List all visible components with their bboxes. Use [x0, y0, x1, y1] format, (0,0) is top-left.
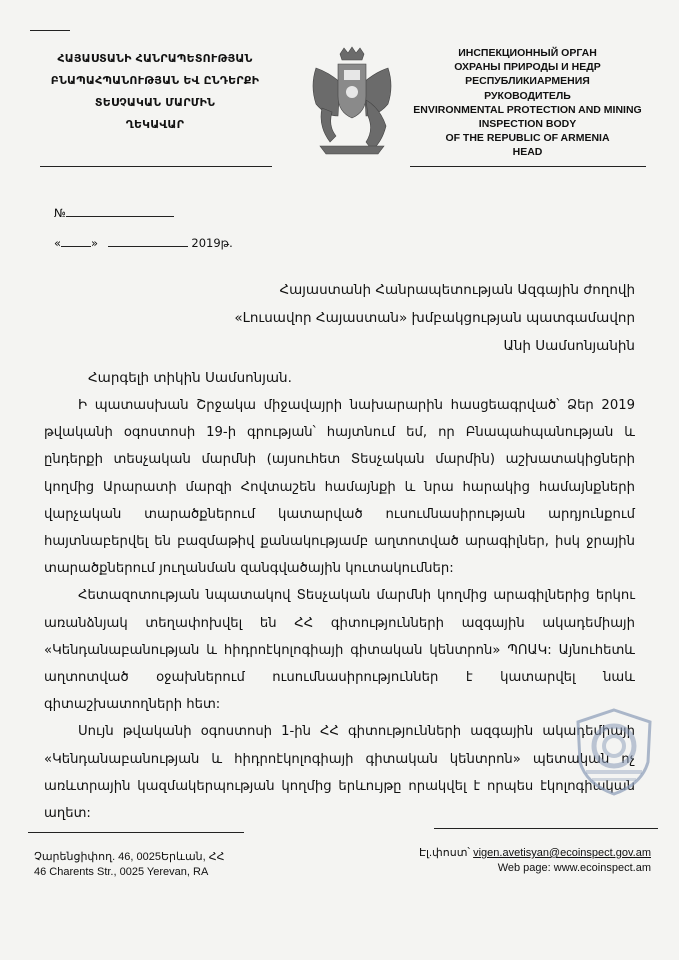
footer-left-rule — [28, 832, 244, 833]
email-row — [419, 846, 651, 861]
header-foreign-line: РУКОВОДИТЕЛЬ — [484, 89, 571, 102]
year-suffix: 2019թ. — [191, 236, 233, 250]
number-blank — [66, 206, 174, 217]
address-armenian: Չարենցիփող. 46, 0025Երևան, ՀՀ — [34, 851, 225, 863]
addressee-line: Հայաստանի Հանրապետության Ազգային ժողովի — [279, 282, 635, 298]
email-label: Էլ.փոստ՝ — [418, 847, 471, 859]
armenia-coat-of-arms-icon — [306, 46, 398, 158]
document-number-field — [54, 206, 174, 220]
date-open-quote: « — [54, 236, 62, 250]
body-paragraph: Հետազոտության նպատակով Տեսչական մարմնի կողմից արագիլներից երկու առանձնյակ տեղափոխվել են ՀՀ գիտությունների ազգային ակադեմիայի «Կենդանաբանության և հիդրոէկոլոգիայի գիտական կենտրոն» ՊՈԱԿ: Այնուհետև աղտոտված օջախներում ուսումնասիրություններ է կատարվել նաև գիտաշխատողների հետ: — [44, 588, 635, 713]
day-blank — [61, 236, 91, 247]
header-foreign-line: ИНСПЕКЦИОННЫЙ ОРГАН — [458, 47, 597, 59]
month-blank — [108, 236, 188, 247]
header-armenian-line: ՏԵՍՉԱԿԱՆ ՄԱՐՄԻՆ — [94, 96, 216, 109]
header-armenian-line: ԲՆԱՊԱՀՊԱՆՈՒԹՅԱՆ ԵՎ ԸՆԴԵՐՔԻ — [50, 74, 260, 87]
web-link[interactable]: www.ecoinspect.am — [553, 862, 651, 874]
footer-right-rule — [434, 828, 658, 829]
header-foreign-line: HEAD — [512, 146, 543, 159]
web-row — [419, 861, 651, 876]
header-foreign-line: ОХРАНЫ ПРИРОДЫ И НЕДР — [454, 61, 601, 74]
salutation: Հարգելի տիկին Սամսոնյան. — [88, 370, 292, 386]
header-armenian — [40, 48, 270, 136]
header-foreign-line: INSPECTION BODY — [478, 118, 577, 131]
header-left-rule — [40, 166, 272, 167]
header-right-rule — [410, 166, 646, 167]
addressee-line: Անի Սամսոնյանին — [503, 338, 635, 354]
addressee-block — [234, 276, 635, 360]
header-foreign-line: РЕСПУБЛИКИАРМЕНИЯ — [465, 75, 590, 88]
footer-address — [34, 850, 225, 880]
corner-mark — [30, 30, 70, 31]
addressee-line: «Լուսավոր Հայաստան» խմբակցության պատգամավոր — [234, 310, 635, 326]
number-label: № — [54, 206, 66, 220]
email-link[interactable]: vigen.avetisyan@ecoinspect.gov.am — [473, 847, 651, 859]
header-foreign-line: ENVIRONMENTAL PROTECTION AND MINING — [413, 103, 642, 116]
header-foreign — [410, 46, 645, 160]
address-english: 46 Charents Str., 0025 Yerevan, RA — [34, 866, 209, 878]
header-armenian-line: ՀԱՅԱՍՏԱՆԻ ՀԱՆՐԱՊԵՏՈՒԹՅԱՆ — [57, 52, 253, 65]
body-paragraph: Ի պատասխան Շրջակա միջավայրի նախարարին հասցեագրված՝ Ձեր 2019 թվականի օգոստոսի 19-ի գրության՝ հայտնում եմ, որ Բնապահպանության և ընդերքի տեսչական մարմնի (այսուհետ Տեսչական մարմին) աշխատակիցների կողմից Արարատի մարզի Հովտաշեն համայնքի և նրա հարակից համայնքների վարչական տարածքներում կատարված ուսումնասիրության արդյունքում հայտնաբերվել են բազմաթիվ քանակությամբ աղտոտված արագիլներ, իսկ ջրային տարածքներում յուղանման զանգվածային կուտակումներ: — [44, 398, 635, 577]
official-stamp-icon — [572, 706, 656, 798]
web-label: Web page: — [497, 862, 551, 874]
header-armenian-line: ՂԵԿԱՎԱՐ — [125, 118, 185, 131]
date-close-quote: » — [91, 236, 99, 250]
document-date-field — [54, 236, 233, 250]
header-foreign-line: OF THE REPUBLIC OF ARMENIA — [445, 132, 610, 145]
letter-body — [44, 392, 635, 827]
footer-contacts — [419, 846, 651, 876]
body-paragraph: Սույն թվականի օգոստոսի 1-ին ՀՀ գիտությունների ազգային ակադեմիայի «Կենդանաբանության և հիդրոէկոլոգիայի գիտական կենտրոն» պետական ոչ առևտրային կազմակերպության կողմից երևույթը որակվել է որպես էկոլոգիական աղետ: — [44, 724, 635, 822]
